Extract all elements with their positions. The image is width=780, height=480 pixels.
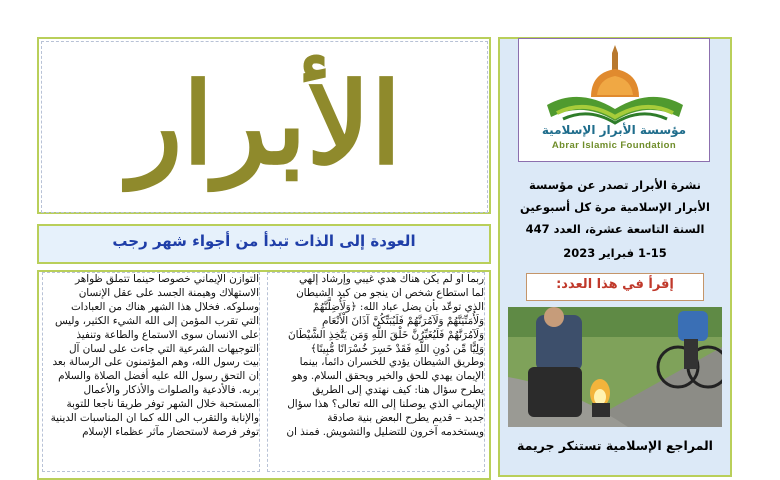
- text-line: بربه. فالأدعية والصلوات والأذكار والأعمال: [83, 384, 259, 397]
- text-line: يطرح سؤال هنا: كيف نهتدي إلى الطريق: [312, 384, 484, 397]
- text-line: ويستخدمه آخرون للتضليل والتشويش. فمنذ ان: [286, 425, 484, 438]
- toc-heading: إقرأ في هذا العدد:: [556, 277, 674, 292]
- text-line: التوجيهات الشرعية التي جاءت على لسان آل: [69, 342, 259, 355]
- text-line: المستحبة خلال الشهر توفر طريقا ناجعا للتوبة: [66, 398, 259, 411]
- text-line: وَلِيًّا مِّن دُونِ اللَّهِ فَقَدْ خَسِرَ خُسْرَانًا مُّبِينًا﴾: [310, 342, 484, 355]
- publication-info-line: الأبرار الإسلامية مرة كل أسبوعين: [520, 200, 710, 214]
- masthead-title-text: الأبرار: [128, 59, 402, 190]
- text-line: التي تقرب المؤمن إلى الله الشيء الكثير، وليس: [54, 314, 259, 327]
- text-line: ان التحق رسول الله عليه أفضل الصلاة والسلام: [58, 370, 259, 383]
- issue-number: السنة التاسعة عشرة، العدد 447: [525, 222, 705, 236]
- text-line: الاستهلاك وهيمنة الجسد على عقل الإنسان: [78, 286, 259, 299]
- text-line: والإنابة والتقرب الى الله كما ان المناسبات الدينية: [50, 412, 259, 425]
- issue-date: 1-15 فبراير 2023: [563, 246, 667, 260]
- text-line: الإيماني الذي يوصلنا إلى الله تعالى؟ هذا سؤال: [287, 398, 484, 411]
- mosque-icon: [591, 45, 639, 97]
- text-line: وطريق الشيطان يؤدي للخسران دائما، بينما: [299, 356, 484, 369]
- news-photo: [508, 307, 722, 427]
- text-line: وَلَآمُرَنَّهُمْ فَلَيُغَيِّرُنَّ خَلْقَ اللَّهِ وَمَن يَتَّخِذِ الشَّيْطَانَ: [288, 328, 484, 341]
- text-line: الإيمان يهدي للحق والخير ويحقق السلام. وهو: [291, 370, 484, 383]
- masthead-title: [70, 45, 460, 205]
- text-line: الذي توعّد بأن يضل عباد الله: ﴿وَلَأُضِلَّنَّهُمْ: [312, 300, 484, 313]
- article-column-right: [269, 273, 484, 473]
- publication-info-line: نشرة الأبرار تصدر عن مؤسسة: [529, 178, 701, 192]
- text-line: التوازن الإيماني خصوصا حينما تتملق ظواهر: [75, 273, 259, 285]
- text-line: لما استطاع شخص ان ينجو من كيد الشيطان: [296, 286, 484, 299]
- text-line: وَلَأُمَنِّيَنَّهُمْ وَلَآمُرَنَّهُمْ فَلَيُبَتِّكُنَّ آذَانَ الْأَنْعَامِ: [321, 314, 484, 327]
- article-title: العودة إلى الذات تبدأ من أجواء شهر رجب: [112, 232, 416, 250]
- logo-name-arabic: مؤسسة الأبرار الإسلامية: [541, 123, 687, 137]
- logo-name-english: Abrar Islamic Foundation: [551, 140, 677, 151]
- text-line: على الانسان سوى الاستماع والطاعة وتنفيذ: [76, 328, 259, 341]
- toc-headline[interactable]: المراجع الإسلامية تستنكر جريمة: [517, 438, 713, 453]
- article-column-left: [44, 273, 259, 473]
- text-line: توفر فرصة لاستحضار مآثر عظماء الإسلام: [82, 425, 259, 438]
- text-line: بيت رسول الله، وهم المؤتمنون على الرسالة بعد: [52, 356, 259, 369]
- text-line: وسلوكه. فخلال هذا الشهر هناك من العبادات: [70, 300, 259, 313]
- text-line: جديد – قديم يطرح البعض بنية صادقة: [327, 412, 484, 425]
- text-line: ربما او لم يكن هناك هدي غيبي وإرشاد إلهي: [298, 273, 484, 285]
